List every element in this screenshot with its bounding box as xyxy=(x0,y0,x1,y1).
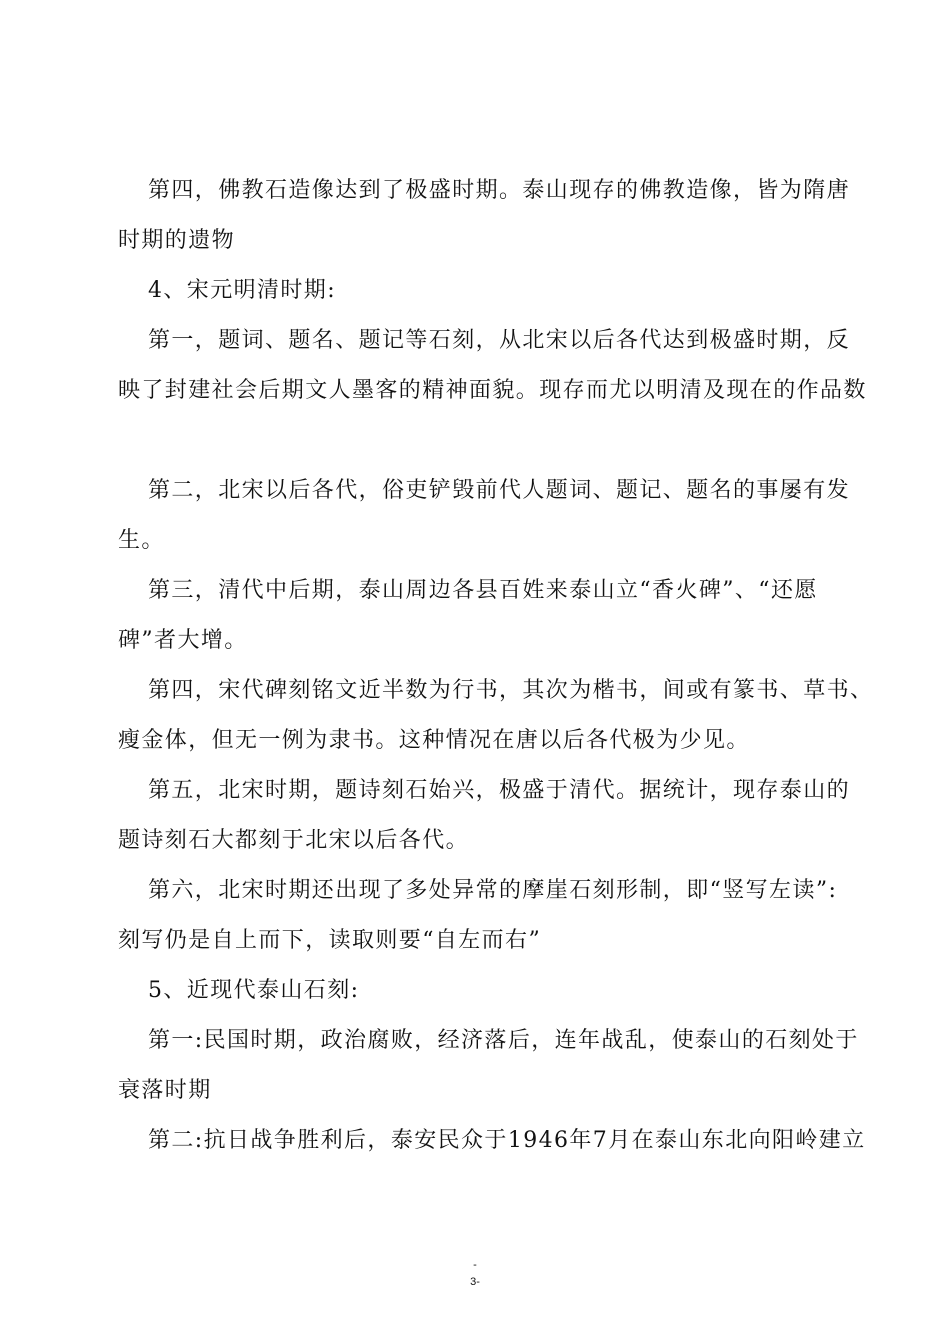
paragraph-line: 第二:抗日战争胜利后，泰安民众于1946年7月在泰山东北向阳岭建立 xyxy=(148,1128,866,1153)
paragraph-line: 题诗刻石大都刻于北宋以后各代。 xyxy=(118,828,470,853)
paragraph-line: 衰落时期 xyxy=(118,1078,212,1103)
footer-dash: - xyxy=(473,1259,477,1271)
paragraph-line: 第二，北宋以后各代，俗吏铲毁前代人题词、题记、题名的事屡有发 xyxy=(148,478,851,503)
paragraph-line: 生。 xyxy=(118,528,165,553)
paragraph-line: 瘦金体，但无一例为隶书。这种情况在唐以后各代极为少见。 xyxy=(118,728,750,753)
page-number: 3- xyxy=(470,1276,480,1288)
paragraph-line: 第三，清代中后期，泰山周边各县百姓来泰山立“香火碑”、“还愿 xyxy=(148,578,818,603)
paragraph-line: 刻写仍是自上而下，读取则要“自左而右” xyxy=(118,928,542,953)
paragraph-line: 碑”者大增。 xyxy=(118,628,248,653)
paragraph-line: 时期的遗物 xyxy=(118,228,236,253)
section-heading: 5、近现代泰山石刻: xyxy=(148,978,360,1003)
paragraph-line: 第一:民国时期，政治腐败，经济落后，连年战乱，使泰山的石刻处于 xyxy=(148,1028,859,1053)
section-heading: 4、宋元明清时期: xyxy=(148,278,337,303)
paragraph-line: 第一，题词、题名、题记等石刻，从北宋以后各代达到极盛时期，反 xyxy=(148,328,851,353)
paragraph-line: 第六，北宋时期还出现了多处异常的摩崖石刻形制，即“竖写左读”: xyxy=(148,878,838,903)
paragraph-line: 映了封建社会后期文人墨客的精神面貌。现存而尤以明清及现在的作品数 xyxy=(118,378,867,403)
paragraph-line: 第五，北宋时期，题诗刻石始兴，极盛于清代。据统计，现存泰山的 xyxy=(148,778,851,803)
paragraph-line: 第四，佛教石造像达到了极盛时期。泰山现存的佛教造像，皆为隋唐 xyxy=(148,178,851,203)
paragraph-line: 第四，宋代碑刻铭文近半数为行书，其次为楷书，间或有篆书、草书、 xyxy=(148,678,874,703)
